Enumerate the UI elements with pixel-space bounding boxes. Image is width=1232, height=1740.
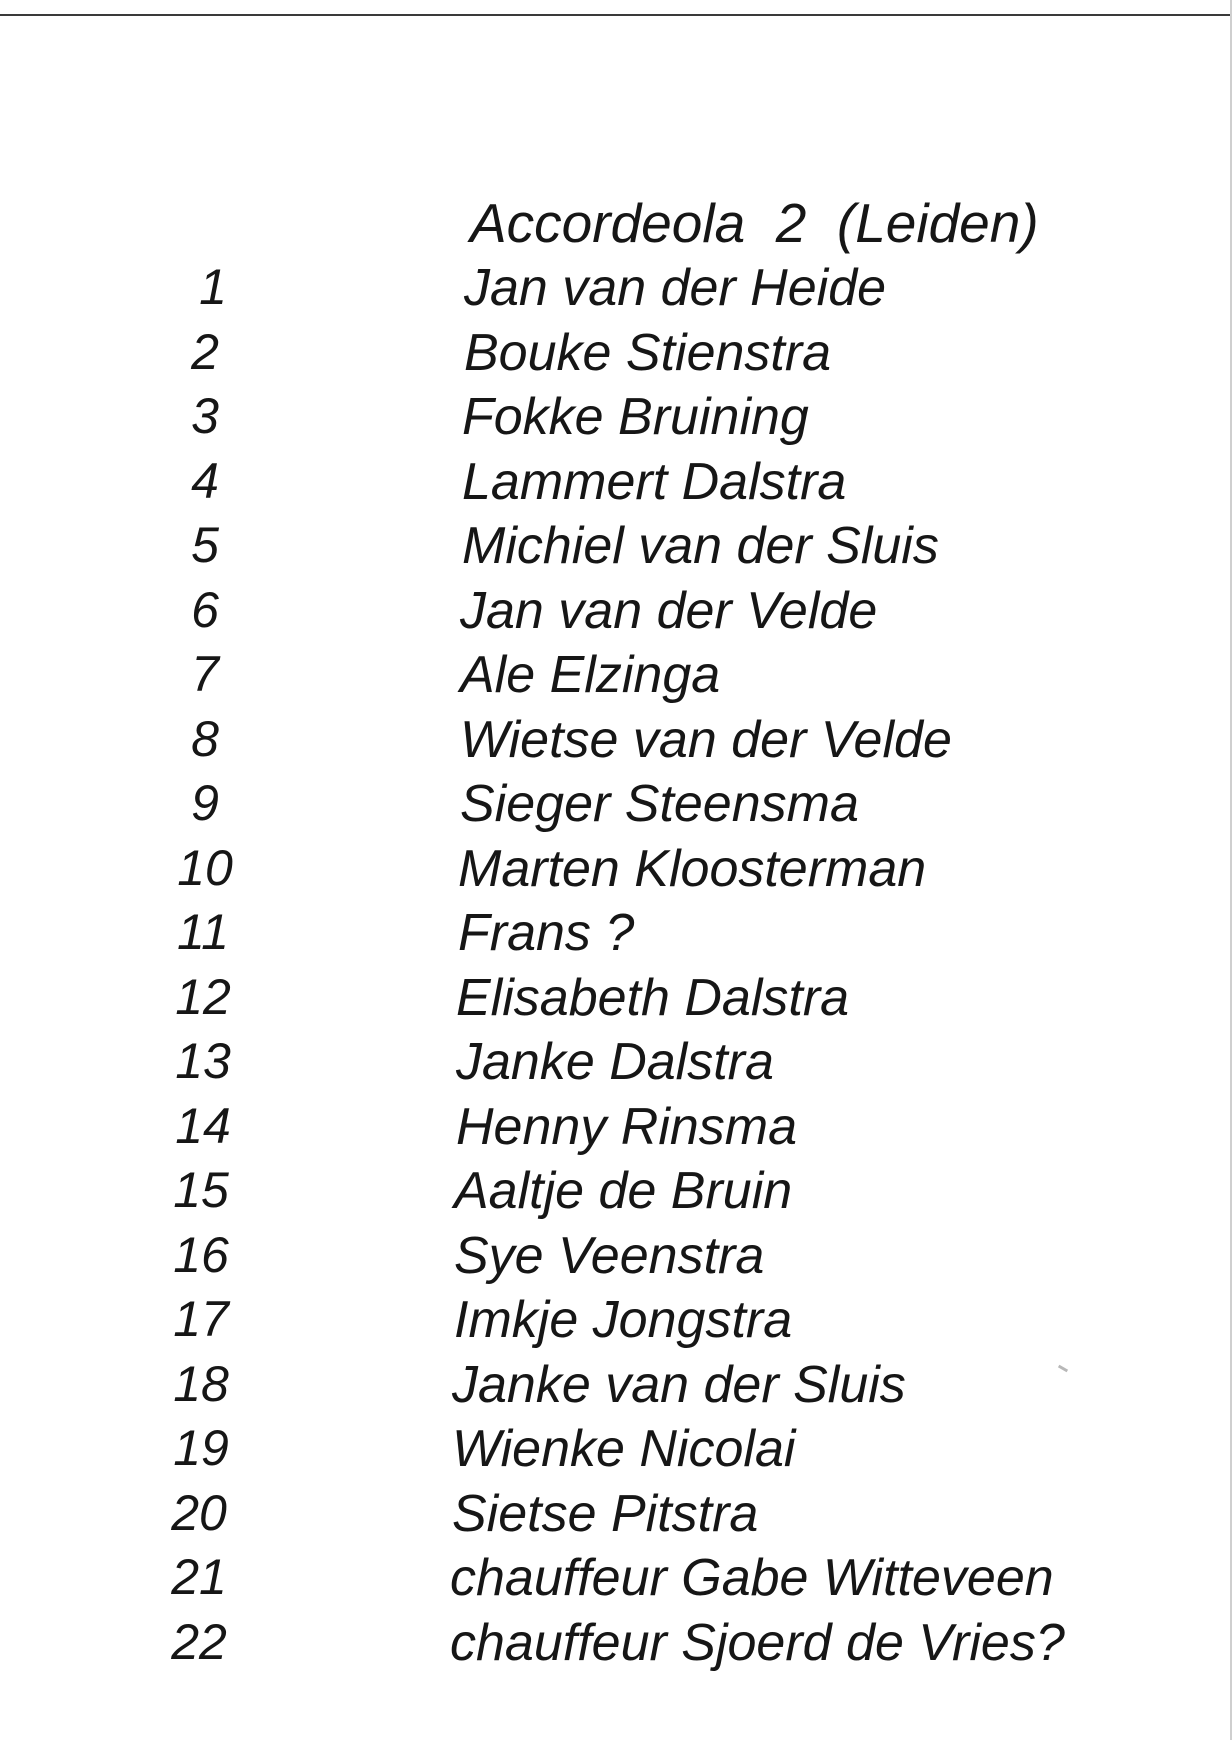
scan-top-rule [0,14,1232,16]
list-item [0,1291,1232,1359]
entry-name: Michiel van der Sluis [462,517,939,575]
entry-name: chauffeur Sjoerd de Vries? [450,1613,1065,1672]
entry-name: Sieger Steensma [460,775,859,833]
list-item [0,968,1232,1037]
list-item [0,452,1232,521]
entry-name: Ale Elzinga [460,646,721,704]
list-item [0,646,1232,714]
entry-number: 14 [175,1097,231,1154]
entry-number: 2 [191,323,219,380]
list-item [0,388,1232,456]
entry-name: Lammert Dalstra [462,452,847,511]
entry-number: 3 [191,388,219,444]
entry-number: 9 [191,775,219,831]
entry-number: 16 [173,1226,229,1283]
list-item [0,517,1232,585]
list-item [0,1355,1232,1424]
entry-name: Imkje Jongstra [454,1291,793,1349]
document-title: Accordeola 2 (Leiden) [470,192,1039,254]
entry-name: Wienke Nicolai [452,1420,796,1478]
list-item [0,1613,1232,1682]
entry-number: 21 [171,1549,227,1605]
entry-name: Jan van der Velde [460,581,878,640]
entry-name: Aaltje de Bruin [454,1162,793,1220]
entry-number: 5 [191,517,219,573]
list-item [0,323,1232,392]
entry-name: Fokke Bruining [462,388,809,446]
list-item [0,1484,1232,1553]
entry-number: 11 [177,904,229,960]
entry-name: Henny Rinsma [456,1097,798,1156]
entry-name: Sietse Pitstra [452,1484,759,1543]
entry-number: 13 [175,1033,231,1089]
list-item [0,775,1232,843]
entry-number: 18 [173,1355,229,1412]
entry-name: Wietse van der Velde [460,710,952,769]
entry-number: 20 [171,1484,227,1541]
entry-number: 15 [173,1162,229,1218]
roster-list [0,259,1232,1681]
entry-name: Janke Dalstra [456,1033,774,1091]
list-item [0,710,1232,779]
list-item [0,1549,1232,1617]
entry-number: 1 [199,259,227,315]
list-item [0,259,1232,327]
entry-name: Frans ? [458,904,635,962]
entry-name: Sye Veenstra [454,1226,765,1285]
entry-number: 19 [173,1420,229,1476]
entry-number: 6 [191,581,219,638]
list-item [0,1097,1232,1166]
list-item [0,1226,1232,1295]
list-item [0,581,1232,650]
entry-name: Marten Kloosterman [458,839,927,898]
entry-number: 22 [171,1613,227,1670]
entry-name: Jan van der Heide [464,259,887,317]
list-item [0,904,1232,972]
entry-number: 7 [191,646,219,702]
entry-number: 10 [177,839,233,896]
list-item [0,839,1232,908]
entry-name: Bouke Stienstra [464,323,832,382]
entry-number: 4 [191,452,219,509]
list-item [0,1033,1232,1101]
list-item [0,1162,1232,1230]
entry-name: Elisabeth Dalstra [456,968,850,1027]
entry-number: 17 [173,1291,229,1347]
entry-number: 12 [175,968,231,1025]
entry-name: chauffeur Gabe Witteveen [450,1549,1054,1607]
entry-name: Janke van der Sluis [452,1355,906,1414]
list-item [0,1420,1232,1488]
entry-number: 8 [191,710,219,767]
